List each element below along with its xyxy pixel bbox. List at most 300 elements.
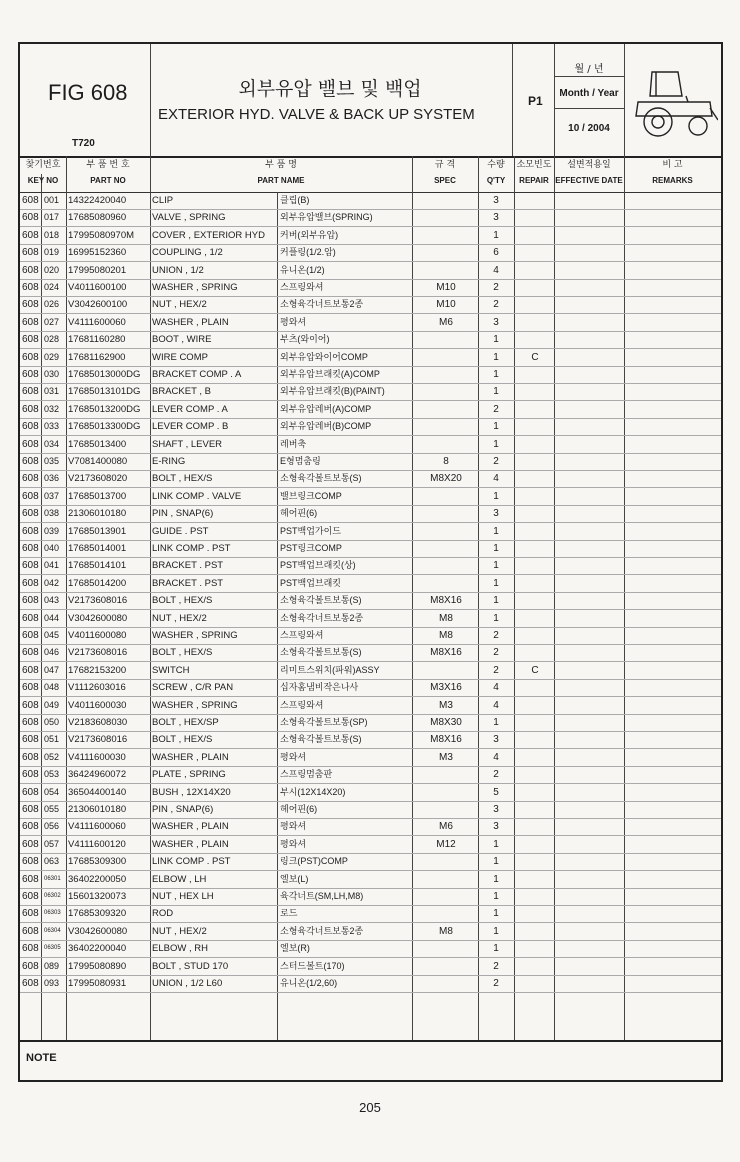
key-no-prefix: 608 — [22, 195, 39, 206]
part-name-korean: 소형육각볼트보통(SP) — [280, 717, 368, 727]
key-no-suffix: 030 — [44, 369, 60, 379]
table-row — [20, 905, 721, 923]
table-row — [20, 557, 721, 575]
part-name: ROD — [152, 908, 174, 920]
part-name: BOLT , HEX/S — [152, 473, 213, 485]
spec: M8X20 — [430, 473, 462, 485]
part-number: V4111600060 — [68, 821, 126, 833]
key-no-suffix: 048 — [44, 682, 60, 693]
key-no-suffix: 033 — [44, 421, 60, 432]
key-no-suffix: 044 — [44, 612, 60, 623]
part-name: PIN , SNAP(6) — [152, 804, 214, 815]
part-number: V4011600080 — [68, 630, 127, 641]
part-name-korean: 외부유압브래킷(B)(PAINT) — [280, 386, 385, 397]
spec-header: 규 격 SPEC — [434, 160, 456, 185]
part-name: BRACKET . PST — [152, 560, 224, 572]
key-no-suffix: 055 — [44, 804, 60, 814]
part-number: 36424960072 — [68, 769, 127, 781]
key-no-suffix: 028 — [44, 334, 60, 345]
part-name: COUPLING , 1/2 — [152, 247, 223, 259]
quantity: 1 — [493, 334, 499, 346]
part-name: COVER , EXTERIOR HYD — [152, 229, 265, 241]
key-no-prefix: 608 — [22, 960, 39, 972]
table-row — [20, 244, 721, 262]
table-row — [20, 279, 721, 297]
part-number: V2183608030 — [68, 717, 128, 728]
part-name-korean: 밸브링크COMP — [280, 490, 342, 501]
part-name: PIN , SNAP(6) — [152, 508, 214, 520]
quantity: 1 — [493, 925, 499, 937]
part-number: 36504400140 — [68, 786, 127, 798]
part-name-korean: 소형육각너트보통2종 — [280, 925, 364, 936]
table-row — [20, 679, 721, 697]
part-name-korean: 외부유압밸브(SPRING) — [280, 212, 373, 223]
spec: M6 — [439, 821, 453, 833]
table-row — [20, 505, 721, 523]
part-name-korean: 엘보(R) — [280, 943, 310, 954]
part-number: V4111600120 — [68, 838, 126, 850]
key-no-suffix: 047 — [44, 664, 60, 675]
part-number: V3042600080 — [68, 612, 128, 624]
key-no-prefix: 608 — [22, 717, 39, 728]
key-no-suffix: 045 — [44, 630, 60, 640]
part-name-korean: 헤어핀(6) — [280, 508, 318, 519]
key-no-suffix: 06302 — [44, 893, 61, 899]
table-row — [20, 209, 721, 227]
part-name-korean: 소형육각볼트보통(S) — [280, 734, 362, 745]
part-number: V1112603016 — [68, 682, 126, 694]
key-no-suffix: 026 — [44, 299, 60, 310]
key-no-prefix: 608 — [22, 351, 39, 363]
tractor-icon — [632, 62, 718, 140]
key-no-suffix: 027 — [44, 316, 60, 327]
note-label: NOTE — [26, 1052, 57, 1064]
key-no-prefix: 608 — [22, 630, 39, 641]
quantity: 2 — [493, 647, 499, 659]
part-name-korean: PST백업브래킷(상) — [280, 560, 356, 571]
key-no-prefix: 608 — [22, 682, 39, 694]
key-no-prefix: 608 — [22, 804, 39, 815]
key-no-prefix: 608 — [22, 490, 39, 502]
model-label: T720 — [72, 138, 95, 149]
page-id: P1 — [528, 94, 543, 108]
part-number: V4011600030 — [68, 699, 127, 711]
key-no-suffix: 017 — [44, 212, 60, 223]
table-row — [20, 296, 721, 314]
key-no-prefix: 608 — [22, 560, 39, 572]
part-name: BOLT , HEX/S — [152, 734, 213, 746]
key-no-suffix: 037 — [44, 490, 60, 501]
spec: M6 — [439, 316, 453, 328]
key-no-suffix: 06303 — [44, 910, 61, 917]
spec: M3 — [439, 751, 453, 763]
key-no-suffix: 06301 — [44, 875, 61, 882]
quantity: 4 — [493, 264, 499, 276]
part-number: V4111600060 — [68, 316, 126, 328]
quantity: 5 — [493, 786, 499, 798]
table-row — [20, 592, 721, 610]
part-name: SHAFT , LEVER — [152, 438, 223, 450]
sheet-header — [20, 44, 721, 158]
repair-code: C — [531, 351, 539, 363]
table-row — [20, 749, 721, 767]
quantity: 3 — [493, 734, 499, 746]
column-header-row — [20, 156, 721, 193]
key-no-prefix: 608 — [22, 943, 39, 955]
spec: M3 — [439, 699, 453, 711]
part-name-korean: PST링크COMP — [280, 543, 342, 553]
part-number: V7081400080 — [68, 456, 128, 467]
key-no-prefix: 608 — [22, 647, 39, 659]
note-section — [20, 1040, 721, 1082]
part-name-korean: 유니온(1/2) — [280, 264, 325, 275]
table-row — [20, 366, 721, 384]
quantity: 1 — [493, 369, 499, 380]
table-row — [20, 836, 721, 854]
key-no-prefix: 608 — [22, 838, 39, 850]
part-name: BOLT , HEX/S — [152, 595, 213, 607]
quantity: 4 — [493, 682, 499, 694]
part-number: 17685080960 — [68, 212, 127, 224]
part-number: 17685013700 — [68, 490, 127, 502]
part-name: PLATE , SPRING — [152, 769, 226, 781]
part-name-korean: 평와셔 — [280, 751, 307, 762]
key-no-suffix: 018 — [44, 229, 60, 240]
part-name-korean: 소형육각볼트보통(S) — [280, 595, 362, 606]
part-number: 17685013300DG — [68, 421, 141, 433]
part-no-header: 부 품 번 호 PART NO — [86, 160, 130, 185]
spec: M8 — [439, 612, 453, 624]
part-name: WASHER , PLAIN — [152, 838, 229, 850]
part-name-korean: 외부유압와이어COMP — [280, 351, 368, 362]
quantity: 2 — [493, 456, 499, 467]
key-no-suffix: 042 — [44, 577, 60, 588]
table-row — [20, 262, 721, 280]
key-no-prefix: 608 — [22, 543, 39, 554]
table-row — [20, 418, 721, 436]
quantity: 4 — [493, 473, 499, 485]
part-name: BOLT , STUD 170 — [152, 960, 229, 972]
figure-number: FIG 608 — [48, 80, 128, 105]
table-row — [20, 940, 721, 958]
table-row — [20, 818, 721, 836]
part-name: WASHER , SPRING — [152, 630, 238, 641]
key-no-suffix: 032 — [44, 403, 60, 414]
part-name-korean: 스프링와셔 — [280, 630, 324, 640]
repair-header: 소모빈도 REPAIR — [516, 160, 552, 185]
table-row — [20, 975, 721, 993]
part-name-korean: 리미트스위치(파워)ASSY — [280, 664, 380, 675]
part-number: V4111600030 — [68, 751, 126, 763]
key-no-prefix: 608 — [22, 856, 39, 868]
quantity: 1 — [493, 543, 499, 554]
part-number: 17995080970M — [68, 229, 135, 241]
quantity: 1 — [493, 438, 499, 450]
part-number: V4011600100 — [68, 282, 127, 293]
part-name-korean: 스터드볼트(170) — [280, 960, 345, 971]
table-row — [20, 488, 721, 506]
part-number: 17685013101DG — [68, 386, 141, 398]
part-name-korean: 외부유압레버(B)COMP — [280, 421, 372, 432]
quantity: 2 — [493, 978, 499, 989]
table-row — [20, 766, 721, 784]
quantity: 2 — [493, 769, 499, 781]
part-name-korean: 십자홈냄비작은나사 — [280, 682, 359, 693]
part-number: 36402200050 — [68, 873, 127, 885]
table-row — [20, 436, 721, 454]
quantity: 2 — [493, 299, 499, 311]
part-name: E-RING — [152, 456, 186, 467]
table-row — [20, 331, 721, 349]
key-no-prefix: 608 — [22, 229, 39, 241]
key-no-prefix: 608 — [22, 751, 39, 763]
month-year-korean: 월 / 년 — [574, 64, 604, 75]
quantity: 1 — [493, 873, 499, 885]
part-name-korean: 육각너트(SM,LH,M8) — [280, 891, 364, 901]
parts-sheet — [18, 42, 723, 1082]
part-name: BOLT , HEX/S — [152, 647, 213, 659]
table-row — [20, 784, 721, 802]
part-name: ELBOW , RH — [152, 943, 208, 955]
key-no-prefix: 608 — [22, 282, 39, 293]
qty-header: 수량 Q'TY — [486, 160, 506, 185]
part-number: 17685014001 — [68, 543, 127, 554]
part-name: LINK COMP . PST — [152, 856, 231, 868]
key-no-prefix: 608 — [22, 577, 39, 589]
key-no-suffix: 053 — [44, 769, 60, 780]
table-row — [20, 714, 721, 732]
quantity: 2 — [493, 664, 499, 676]
quantity: 3 — [493, 821, 499, 833]
title-english: EXTERIOR HYD. VALVE & BACK UP SYSTEM — [158, 106, 475, 123]
part-name-korean: PST백업가이드 — [280, 525, 341, 536]
key-no-suffix: 06305 — [44, 945, 61, 952]
quantity: 1 — [493, 612, 499, 624]
part-number: 17995080890 — [68, 960, 127, 972]
month-year-label: Month / Year — [559, 88, 619, 99]
part-name: BOLT , HEX/SP — [152, 717, 219, 728]
key-no-prefix: 608 — [22, 699, 39, 711]
repair-code: C — [531, 664, 539, 676]
part-name: VALVE , SPRING — [152, 212, 226, 224]
key-no-suffix: 050 — [44, 717, 60, 727]
key-no-suffix: 001 — [44, 195, 60, 205]
part-number: V2173608016 — [68, 595, 128, 607]
key-no-suffix: 063 — [44, 856, 60, 867]
quantity: 1 — [493, 560, 499, 572]
key-no-suffix: 031 — [44, 386, 60, 397]
part-name: BRACKET COMP . A — [152, 369, 242, 380]
quantity: 3 — [493, 508, 499, 520]
remarks-header: 비 고 REMARKS — [652, 160, 693, 185]
key-no-suffix: 034 — [44, 438, 60, 449]
part-number: 17685014200 — [68, 577, 127, 589]
part-number: 17685309320 — [68, 908, 127, 920]
part-name: NUT , HEX/2 — [152, 612, 207, 624]
key-no-suffix: 024 — [44, 282, 60, 292]
part-name: LEVER COMP . A — [152, 403, 228, 415]
part-name: NUT , HEX/2 — [152, 299, 207, 311]
part-name-korean: 소형육각볼트보통(S) — [280, 473, 362, 484]
table-row — [20, 853, 721, 871]
part-name: LINK COMP . PST — [152, 543, 231, 554]
part-name-korean: 외부유압레버(A)COMP — [280, 403, 372, 414]
key-no-prefix: 608 — [22, 456, 39, 467]
part-number: V2173608020 — [68, 473, 128, 485]
key-no-suffix: 06304 — [44, 927, 61, 934]
key-no-prefix: 608 — [22, 664, 39, 676]
part-name-korean: 소형육각너트보통2종 — [280, 612, 364, 623]
key-no-suffix: 036 — [44, 473, 60, 484]
key-no-prefix: 608 — [22, 438, 39, 450]
part-name: NUT , HEX/2 — [152, 925, 207, 937]
part-name: BUSH , 12X14X20 — [152, 786, 231, 798]
quantity: 2 — [493, 282, 499, 293]
quantity: 4 — [493, 699, 499, 711]
table-row — [20, 923, 721, 941]
part-name: WIRE COMP — [152, 351, 208, 363]
key-no-prefix: 608 — [22, 612, 39, 624]
quantity: 1 — [493, 856, 499, 868]
quantity: 1 — [493, 386, 499, 398]
spec: M3X16 — [430, 682, 462, 694]
key-no-suffix: 020 — [44, 264, 60, 275]
spec: M8 — [439, 925, 453, 937]
part-number: 16995152360 — [68, 247, 127, 259]
key-no-prefix: 608 — [22, 786, 39, 798]
table-row — [20, 731, 721, 749]
key-no-prefix: 608 — [22, 212, 39, 224]
key-no-prefix: 608 — [22, 525, 39, 537]
table-row — [20, 349, 721, 367]
part-number: 17681160280 — [68, 334, 126, 346]
part-name-korean: 평와셔 — [280, 838, 307, 849]
part-name: WASHER , PLAIN — [152, 821, 229, 833]
key-no-suffix: 046 — [44, 647, 60, 658]
quantity: 2 — [493, 630, 499, 641]
key-no-suffix: 052 — [44, 751, 60, 762]
part-name: GUIDE . PST — [152, 525, 209, 537]
key-no-prefix: 608 — [22, 821, 39, 833]
quantity: 4 — [493, 751, 499, 763]
key-no-prefix: 608 — [22, 891, 39, 902]
key-no-suffix: 035 — [44, 456, 60, 466]
table-row — [20, 575, 721, 593]
key-no-prefix: 608 — [22, 508, 39, 520]
part-name-korean: PST백업브래킷 — [280, 577, 341, 588]
revision-date: 10 / 2004 — [568, 123, 610, 134]
key-no-prefix: 608 — [22, 421, 39, 433]
part-name: ELBOW , LH — [152, 873, 207, 885]
part-number: 17685014101 — [68, 560, 127, 572]
quantity: 3 — [493, 212, 499, 224]
part-number: V3042600100 — [68, 299, 128, 311]
key-no-suffix: 039 — [44, 525, 60, 536]
key-no-prefix: 608 — [22, 873, 39, 885]
quantity: 1 — [493, 943, 499, 955]
table-row — [20, 627, 721, 645]
part-name: SWITCH — [152, 664, 190, 676]
part-name-korean: 커플링(1/2.암) — [280, 247, 336, 258]
quantity: 2 — [493, 960, 499, 972]
part-name-korean: 스프링와셔 — [280, 699, 324, 710]
quantity: 2 — [493, 403, 499, 415]
table-row — [20, 540, 721, 558]
table-row — [20, 801, 721, 819]
key-no-suffix: 089 — [44, 960, 60, 971]
quantity: 1 — [493, 490, 499, 502]
key-no-prefix: 608 — [22, 473, 39, 485]
part-number: 14322420040 — [68, 195, 127, 206]
quantity: 1 — [493, 577, 499, 589]
quantity: 1 — [493, 838, 499, 850]
part-name-korean: 외부유압브래킷(A)COMP — [280, 369, 380, 379]
quantity: 1 — [493, 229, 499, 241]
part-name-korean: 스프링멈춤판 — [280, 769, 333, 780]
table-row — [20, 662, 721, 680]
part-number: 15601320073 — [68, 891, 127, 902]
key-no-suffix: 038 — [44, 508, 60, 519]
spec: M10 — [436, 299, 456, 311]
key-no-prefix: 608 — [22, 334, 39, 346]
spec: M8X16 — [430, 647, 462, 659]
part-number: 17685013400 — [68, 438, 127, 450]
key-no-header: 찾기번호 KEY NO — [25, 160, 61, 185]
effective-date-header: 설변적용일 EFFECTIVE DATE — [555, 160, 623, 185]
part-name-korean: 평와셔 — [280, 821, 307, 832]
key-no-prefix: 608 — [22, 595, 39, 607]
part-name-korean: 소형육각볼트보통(S) — [280, 647, 362, 658]
spec: 8 — [443, 456, 449, 467]
part-name-korean: 로드 — [280, 908, 298, 919]
part-name: BRACKET , B — [152, 386, 211, 398]
page-number: 205 — [359, 1100, 381, 1115]
key-no-suffix: 029 — [44, 351, 60, 362]
part-number: 17685013901 — [68, 525, 127, 537]
part-name-korean: 스프링와셔 — [280, 282, 324, 292]
table-row — [20, 871, 721, 889]
spec: M8 — [439, 630, 453, 641]
part-name-korean: 엘보(L) — [280, 873, 309, 884]
spec: M8X16 — [430, 734, 462, 746]
table-row — [20, 644, 721, 662]
quantity: 3 — [493, 195, 499, 206]
key-no-prefix: 608 — [22, 734, 39, 746]
part-name-korean: 헤어핀(6) — [280, 804, 318, 814]
table-row — [20, 453, 721, 471]
part-name-korean: 커버(외부유압) — [280, 229, 339, 240]
spec: M8X30 — [430, 717, 462, 728]
part-name: WASHER , PLAIN — [152, 751, 229, 763]
table-row — [20, 888, 721, 906]
part-name-korean: 부츠(와이어) — [280, 334, 330, 345]
part-name: SCREW , C/R PAN — [152, 682, 234, 694]
quantity: 1 — [493, 421, 499, 433]
table-row — [20, 192, 721, 210]
part-name-header: 부 품 명 PART NAME — [257, 160, 305, 185]
part-name: UNION , 1/2 — [152, 264, 204, 276]
part-name: WASHER , SPRING — [152, 282, 238, 293]
part-number: V3042600080 — [68, 925, 128, 937]
key-no-suffix: 043 — [44, 595, 60, 606]
key-no-suffix: 041 — [44, 560, 60, 571]
quantity: 1 — [493, 351, 499, 363]
key-no-suffix: 019 — [44, 247, 60, 258]
table-row — [20, 958, 721, 976]
part-number: V2173608016 — [68, 734, 128, 746]
part-name: BOOT , WIRE — [152, 334, 212, 346]
spec: M12 — [436, 838, 456, 850]
